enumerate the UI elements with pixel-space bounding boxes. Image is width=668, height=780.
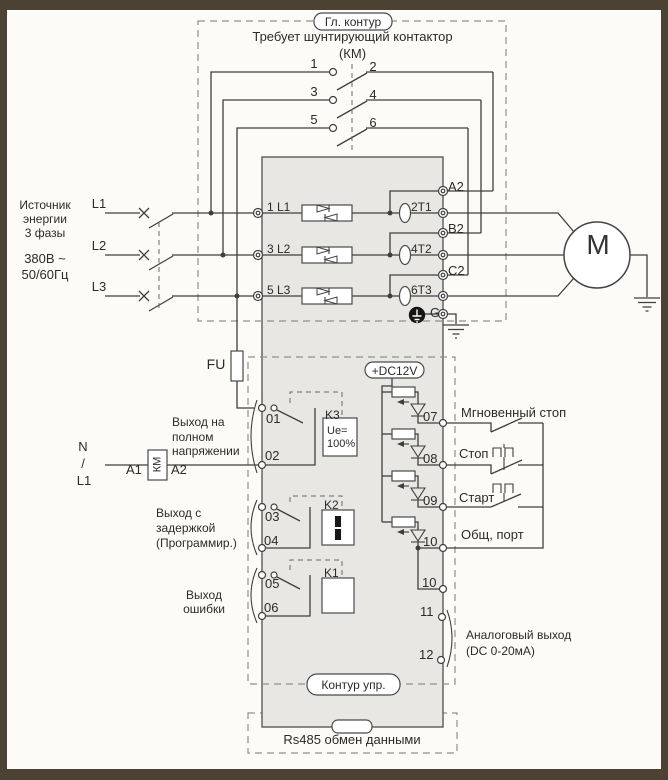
terminal-10-label: 10 <box>423 534 438 549</box>
contact-number-2: 2 <box>369 59 377 74</box>
terminal-02-label: 02 <box>265 448 280 463</box>
control-circuit-tag: Контур упр. <box>321 678 386 692</box>
terminal-08-label: 08 <box>423 451 438 466</box>
start-label: Старт <box>459 490 495 505</box>
terminal-11-label: 11 <box>420 604 434 619</box>
terminal-06-label: 06 <box>264 600 279 615</box>
contact-number-3: 3 <box>310 84 318 99</box>
resistor-icon <box>392 429 415 439</box>
delayed-line3: (Программир.) <box>156 536 237 550</box>
phase-l2-label: L2 <box>91 238 107 253</box>
source-label-line2: энергии <box>23 212 67 226</box>
contact-number-6: 6 <box>369 115 377 130</box>
full-voltage-line1: Выход на <box>172 415 225 429</box>
fuse-icon <box>231 351 243 381</box>
delayed-line1: Выход с <box>156 506 202 520</box>
terminal-10b-label: 10 <box>422 575 437 590</box>
terminal-05-label: 05 <box>265 576 280 591</box>
fault-line1: Выход <box>186 588 222 602</box>
fuse-label: FU <box>206 356 226 372</box>
bypass-note-line2: (КМ) <box>338 46 367 61</box>
fault-line2: ошибки <box>183 602 225 616</box>
terminal-5l3-label: 5 L3 <box>267 283 291 297</box>
resistor-icon <box>392 517 415 527</box>
terminal-1l1-label: 1 L1 <box>267 200 291 214</box>
relay-k3-note2: 100% <box>327 438 356 450</box>
earth-symbol <box>634 298 660 311</box>
delayed-line2: задержкой <box>156 521 216 535</box>
km-coil-label: КМ <box>151 456 164 473</box>
terminal-4t2-label: 4T2 <box>411 242 432 256</box>
relay-k3-label: K3 <box>325 408 340 422</box>
analog-output-line2: (DC 0-20мА) <box>466 644 535 658</box>
delay-bar-icon <box>335 516 341 527</box>
relay-k3-note1: Ue= <box>327 425 348 437</box>
terminal-09-label: 09 <box>423 493 438 508</box>
contact-number-4: 4 <box>369 87 377 102</box>
contact-number-1: 1 <box>310 56 318 71</box>
terminal-6t3-label: 6T3 <box>411 283 432 297</box>
relay-k2-label: K2 <box>324 498 339 512</box>
terminal-g-label: G <box>429 305 441 320</box>
delay-bar-icon <box>335 529 341 540</box>
resistor-icon <box>392 387 415 397</box>
full-voltage-line2: полном <box>172 430 214 444</box>
fuse-branch <box>231 296 254 408</box>
neutral-label-l1: L1 <box>76 473 92 488</box>
motor-label: M <box>586 229 610 260</box>
stop-label: Стоп <box>459 446 489 461</box>
neutral-label-n: N <box>78 439 88 454</box>
full-voltage-line3: напряжении <box>172 444 240 458</box>
terminal-01-label: 01 <box>266 411 281 426</box>
dc12v-label: +DC12V <box>371 364 418 378</box>
terminal-07-label: 07 <box>423 409 438 424</box>
phase-l1-label: L1 <box>91 196 107 211</box>
terminal-3l2-label: 3 L2 <box>267 242 291 256</box>
common-port-label: Общ, порт <box>461 527 524 542</box>
main-circuit-tag: Гл. контур <box>324 15 382 29</box>
current-transformer-icon <box>400 287 411 306</box>
rs485-label: Rs485 обмен данными <box>283 732 421 747</box>
terminal-12-label: 12 <box>419 647 434 662</box>
motor <box>447 213 660 311</box>
terminal-b2-label: B2 <box>448 221 464 236</box>
voltage-line2: 50/60Гц <box>21 267 69 282</box>
terminal-03-label: 03 <box>265 509 280 524</box>
relay-k1-box <box>322 578 354 613</box>
contact-number-5: 5 <box>310 112 318 127</box>
analog-output-line1: Аналоговый выход <box>466 628 572 642</box>
bypass-note-line1: Требует шунтирующий контактор <box>252 29 453 44</box>
earth-symbol <box>443 325 469 338</box>
current-transformer-icon <box>400 246 411 265</box>
coil-a1-label: A1 <box>126 462 142 477</box>
relay-k3-box <box>323 418 357 456</box>
current-transformer-icon <box>400 204 411 223</box>
terminal-c2-label: C2 <box>448 263 465 278</box>
coil-a2-label: A2 <box>171 462 187 477</box>
breaker-3pole <box>105 208 254 311</box>
resistor-icon <box>392 471 415 481</box>
source-label-line1: Источник <box>19 198 71 212</box>
terminal-2t1-label: 2T1 <box>411 200 432 214</box>
instant-stop-label: Мгновенный стоп <box>461 405 567 420</box>
phase-l3-label: L3 <box>91 279 107 294</box>
terminal-a2-label: A2 <box>448 179 464 194</box>
neutral-label-slash: / <box>81 456 85 471</box>
terminal-04-label: 04 <box>264 533 279 548</box>
source-label-line3: 3 фазы <box>24 226 66 240</box>
relay-k1-label: K1 <box>324 566 339 580</box>
voltage-line1: 380В ~ <box>24 251 66 266</box>
